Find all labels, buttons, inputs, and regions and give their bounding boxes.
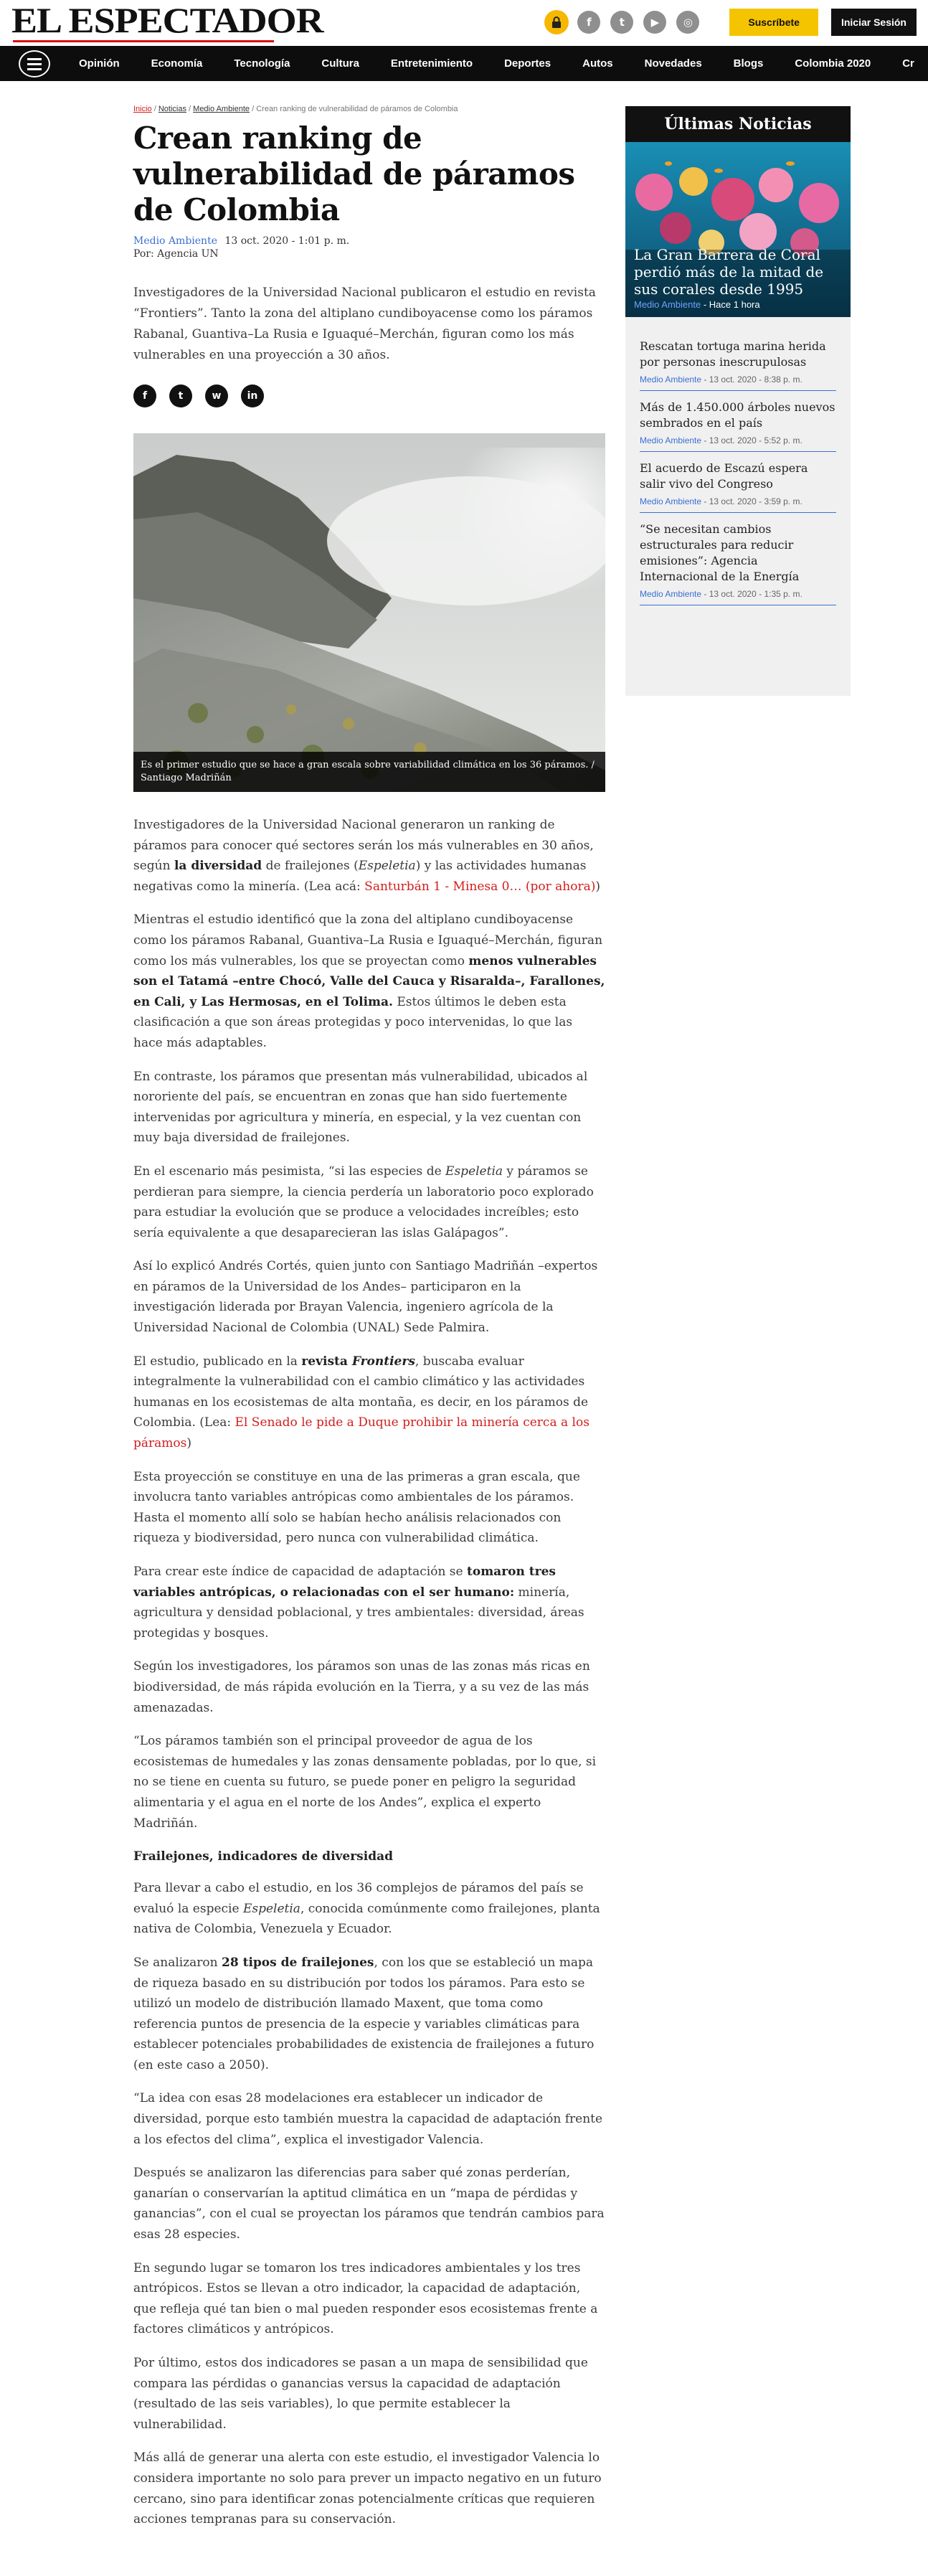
text-run: Para crear este índice de capacidad de adaptación se: [133, 1565, 467, 1579]
news-date: - 13 oct. 2020 - 1:35 p. m.: [701, 589, 802, 599]
text-run: Para llevar a cabo el estudio, en los 36 complejos de páramos del país se evaluó la especie: [133, 1881, 584, 1916]
paragraph-15: En segundo lugar se tomaron los tres indicadores ambientales y los tres antrópicos. Estos se llevan a otro indicador, la capacidad de adaptación, que refleja qué tan bien o mal pueden responder esos ecosistemas frente a factores climáticos y antrópicos.: [133, 2260, 598, 2337]
nav-item-opinion[interactable]: Opinión: [79, 57, 120, 70]
nav-item-entretenimiento[interactable]: Entretenimiento: [390, 57, 473, 70]
paragraph-1: [133, 815, 605, 897]
instagram-icon[interactable]: ◎: [676, 11, 699, 34]
twitter-icon[interactable]: t: [169, 384, 192, 407]
text-run: El estudio, publicado en la: [133, 1354, 302, 1369]
news-meta: [640, 589, 836, 599]
text-run: , con los que se estableció un mapa de riqueza basado en su distribución por todos los páramos. Para esto se utilizó un modelo de distribución llamado Maxent, que toma como referencia puntos de presencia de la especie y variables climáticas para establecer potenciales probabilidades de existencia de frailejones a futuro (en este caso a 2050).: [133, 1955, 595, 2072]
sidebar-feature-time: - Hace 1 hora: [701, 299, 760, 310]
nav-item-deportes[interactable]: Deportes: [504, 57, 551, 70]
site-logo[interactable]: EL ESPECTADOR: [11, 1, 323, 41]
list-item[interactable]: [640, 452, 836, 513]
text-bold: la diversidad: [174, 859, 262, 874]
article-date: 13 oct. 2020 - 1:01 p. m.: [224, 235, 350, 247]
nav-items: [63, 46, 928, 81]
paragraph-12: [133, 1953, 605, 2076]
text-bold: 28 tipos de frailejones: [222, 1955, 374, 1970]
paragraph-2: [133, 910, 605, 1053]
breadcrumb-noticias[interactable]: Noticias: [158, 105, 186, 113]
nav-item-novedades[interactable]: Novedades: [644, 57, 702, 70]
sidebar-feature-title[interactable]: La Gran Barrera de Coral perdió más de la mitad de sus corales desde 1995: [634, 246, 824, 298]
text-run: minería, agricultura y densidad poblacional, y tres ambientales: diversidad, áreas protegidas y bosques.: [133, 1585, 584, 1641]
text-bold: menos vulnerables son el Tatamá –entre Chocó, Valle del Cauca y Risaralda–, Farallones, en Cali, y Las Hermosas, en el Tolima.: [133, 953, 605, 1009]
paragraph-8: [133, 1562, 605, 1643]
news-section[interactable]: Medio Ambiente: [640, 374, 702, 384]
paragraph-6: [133, 1351, 605, 1454]
paramo-landscape-image: [133, 433, 605, 792]
list-item[interactable]: [640, 317, 836, 391]
share-bar: [133, 384, 605, 407]
paragraph-10: “Los páramos también son el principal proveedor de agua de los ecosistemas de humedales y las zonas densamente pobladas, por lo que, si no se tiene en cuenta su futuro, se puede poner en peligro la seguridad alimentaria y el agua en el norte de los Andes”, explica el experto Madriñán.: [133, 1734, 597, 1831]
header-actions: [544, 9, 917, 36]
news-meta: [640, 435, 836, 445]
sidebar-title: Últimas Noticias: [625, 106, 851, 142]
article-byline: Por: Agencia UN: [133, 248, 219, 260]
article-image: [133, 433, 605, 792]
news-date: - 13 oct. 2020 - 3:59 p. m.: [701, 496, 802, 506]
article-lead: Investigadores de la Universidad Nacional publicaron el estudio en revista “Frontiers”. Tanto la zona del altiplano cundiboyacense como los páramos Rabanal, Guantiva–La Rusia e Iguaqué–Merchán, figuran como los más vulnerables en una proyección a 30 años.: [133, 286, 596, 362]
text-run: En el escenario más pesimista, “si las especies de: [133, 1164, 446, 1179]
nav-item-blogs[interactable]: Blogs: [733, 57, 764, 70]
logo-underline: [13, 40, 274, 42]
news-meta: [640, 496, 836, 506]
paragraph-16: Por último, estos dos indicadores se pasan a un mapa de sensibilidad que compara las pérdidas o ganancias versus la capacidad de adaptación (resultado de las seis variables), lo que permite establecer la vulnerabilidad.: [133, 2356, 588, 2432]
news-section[interactable]: Medio Ambiente: [640, 435, 702, 445]
nav-item-autos[interactable]: Autos: [582, 57, 613, 70]
text-italic: Espeletia: [242, 1901, 300, 1916]
twitter-icon[interactable]: t: [610, 11, 633, 34]
whatsapp-icon[interactable]: w: [205, 384, 228, 407]
lock-icon[interactable]: [544, 10, 569, 34]
nav-item-economia[interactable]: Economía: [151, 57, 203, 70]
sidebar-news-list: [625, 317, 851, 605]
breadcrumb-current: Crean ranking de vulnerabilidad de páramos de Colombia: [256, 105, 458, 113]
paragraph-3: En contraste, los páramos que presentan más vulnerabilidad, ubicados al nororiente del país, se encuentran en zonas que han sido fuertemente intervenidas por agricultura y minería, en especial, y la vez cuentan con muy baja diversidad de frailejones.: [133, 1069, 588, 1146]
paragraph-17: Más allá de generar una alerta con este estudio, el investigador Valencia lo considera importante no solo para prever un impacto negativo en un futuro cercano, sino para identificar zonas potencialmente críticas que requieren acciones tempranas para su conservación.: [133, 2450, 602, 2527]
sidebar-feature-meta: [634, 299, 843, 310]
article-section-link[interactable]: Medio Ambiente: [133, 235, 217, 247]
sidebar-feature[interactable]: [625, 142, 851, 317]
paragraph-13: “La idea con esas 28 modelaciones era establecer un indicador de diversidad, porque esto también muestra la capacidad de adaptación frente a los efectos del clima”, explica el investigador Valencia.: [133, 2091, 603, 2147]
breadcrumb-home[interactable]: Inicio: [133, 105, 152, 113]
news-title[interactable]: El acuerdo de Escazú espera salir vivo del Congreso: [640, 461, 808, 491]
text-italic: Espeletia: [445, 1164, 503, 1179]
main-nav: [0, 46, 928, 81]
facebook-icon[interactable]: f: [133, 384, 156, 407]
news-title[interactable]: Más de 1.450.000 árboles nuevos sembrados en el país: [640, 400, 835, 430]
text-run: ): [595, 879, 601, 894]
nav-item-truncated[interactable]: Cr: [902, 57, 914, 70]
paragraph-11: [133, 1878, 605, 1940]
paragraph-14: Después se analizaron las diferencias para saber qué zonas perderían, ganarían o conservarían la aptitud climática en un “mapa de pérdidas y ganancias”, con el cual se proyectan los páramos que tendrán cambios para esas 28 especies.: [133, 2166, 605, 2242]
text-bold: revista: [301, 1354, 352, 1369]
linkedin-icon[interactable]: in: [241, 384, 264, 407]
image-caption: Es el primer estudio que se hace a gran escala sobre variabilidad climática en los 36 páramos. / Santiago Madriñán: [133, 752, 605, 792]
list-item[interactable]: [640, 513, 836, 605]
article-body: [133, 815, 605, 2530]
text-run: Se analizaron: [133, 1955, 222, 1970]
facebook-icon[interactable]: f: [577, 11, 600, 34]
login-button[interactable]: Iniciar Sesión: [831, 9, 917, 36]
text-run: Investigadores de la Universidad Nacional generaron un ranking de páramos para conocer qué sectores serán los más vulnerables en 30 años, según: [133, 818, 594, 874]
latest-news-sidebar: [625, 106, 851, 696]
nav-item-cultura[interactable]: Cultura: [321, 57, 359, 70]
breadcrumb: Inicio / Noticias / Medio Ambiente / Crean ranking de vulnerabilidad de páramos de Colombia: [133, 105, 458, 113]
text-italic: Espeletia: [358, 859, 416, 874]
text-run: , conocida comúnmente como frailejones, planta nativa de Colombia, Venezuela y Ecuador.: [133, 1901, 600, 1937]
text-bold-italic: Frontiers: [351, 1354, 415, 1369]
subheading: Frailejones, indicadores de diversidad: [133, 1849, 393, 1864]
breadcrumb-medio-ambiente[interactable]: Medio Ambiente: [193, 105, 250, 113]
article-meta: [133, 235, 605, 247]
subscribe-button[interactable]: Suscríbete: [729, 9, 818, 36]
nav-item-colombia-2020[interactable]: Colombia 2020: [795, 57, 871, 70]
top-header: [0, 0, 928, 46]
text-run: Estos últimos le deben esta clasificación a que son áreas protegidas y poco intervenidas, lo que las hace más adaptables.: [133, 994, 573, 1050]
text-run: de frailejones (: [262, 859, 359, 874]
text-run: ) y las actividades humanas negativas como la minería. (Lea acá:: [133, 859, 587, 894]
paragraph-5: Así lo explicó Andrés Cortés, quien junto con Santiago Madriñán –expertos en páramos de la Universidad de los Andes– participaron en la investigación liderada por Brayan Valencia, ingeniero agrícola de la Universidad Nacional de Colombia (UNAL) Sede Palmira.: [133, 1259, 598, 1336]
news-section[interactable]: Medio Ambiente: [640, 589, 702, 599]
text-run: ): [186, 1436, 191, 1451]
text-run: Mientras el estudio identificó que la zona del altiplano cundiboyacense como los páramos Rabanal, Guantiva–La Rusia e Iguaqué–Merchán, figuran como los más vulnerables, los que se proyectan como: [133, 912, 603, 968]
news-section[interactable]: Medio Ambiente: [640, 496, 702, 506]
paragraph-9: Según los investigadores, los páramos son unas de las zonas más ricas en biodiversidad, de más rápida evolución en la Tierra, y a su vez de las más amenazadas.: [133, 1659, 590, 1715]
nav-item-tecnologia[interactable]: Tecnología: [234, 57, 290, 70]
paragraph-4: [133, 1161, 605, 1243]
news-date: - 13 oct. 2020 - 5:52 p. m.: [701, 435, 802, 445]
article: [133, 105, 605, 2543]
sidebar-feature-section[interactable]: Medio Ambiente: [634, 299, 701, 310]
related-link-santurban[interactable]: Santurbán 1 - Minesa 0… (por ahora): [364, 879, 596, 894]
news-date: - 13 oct. 2020 - 8:38 p. m.: [701, 374, 802, 384]
text-bold: tomaron tres variables antrópicas, o relacionadas con el ser humano:: [133, 1565, 556, 1600]
related-link-senado[interactable]: El Senado le pide a Duque prohibir la minería cerca a los páramos: [133, 1415, 590, 1451]
sidebar-feature-caption: [634, 246, 843, 310]
youtube-icon[interactable]: ▶: [643, 11, 666, 34]
hamburger-menu-icon[interactable]: [19, 50, 50, 77]
paragraph-7: Esta proyección se constituye en una de las primeras a gran escala, que involucra tanto variables antrópicas como ambientales de los páramos. Hasta el momento allí solo se habían hecho análisis relacionados con riqueza y biodiversidad, pero nunca con vulnerabilidad climática.: [133, 1469, 580, 1546]
article-title: Crean ranking de vulnerabilidad de páramos de Colombia: [133, 121, 575, 227]
text-run: y páramos se perdieran para siempre, la ciencia perdería un laboratorio poco explorado para estudiar la evolución que se produce a velocidades increíbles; esto sería equivalente a que desaparecieran las islas Galápagos”.: [133, 1164, 594, 1240]
list-item[interactable]: [640, 391, 836, 452]
news-title[interactable]: “Se necesitan cambios estructurales para reducir emisiones”: Agencia Internacional de la Energía: [640, 522, 800, 583]
news-title[interactable]: Rescatan tortuga marina herida por personas inescrupulosas: [640, 339, 826, 369]
news-meta: [640, 374, 836, 384]
text-run: , buscaba evaluar integralmente la vulnerabilidad con el cambio climático y las actividades humanas en los ecosistemas de alta montaña, es decir, en los páramos de Colombia. (Lea:: [133, 1354, 589, 1430]
